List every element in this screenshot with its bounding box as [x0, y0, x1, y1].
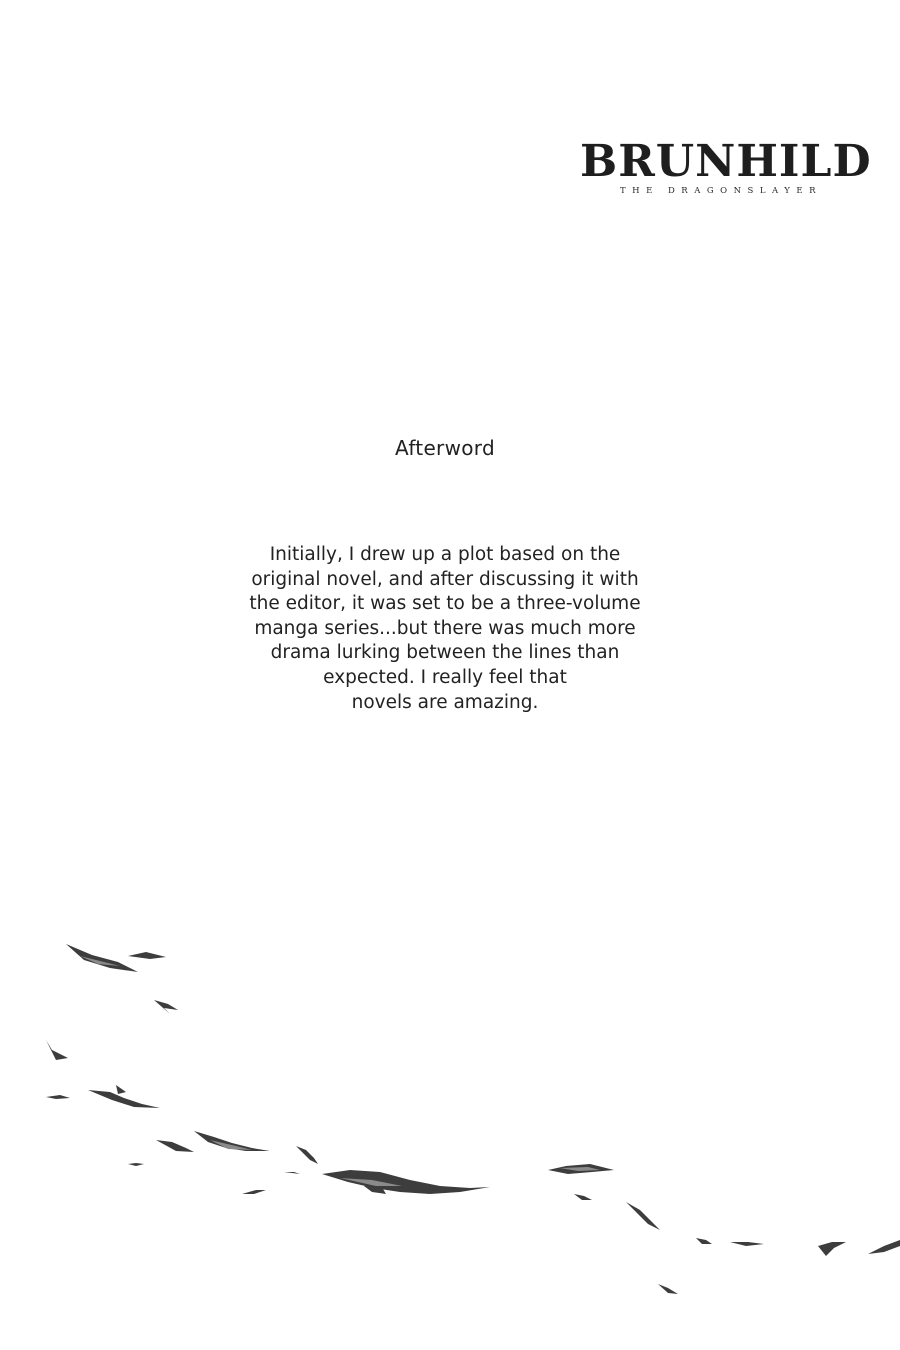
page-title: Afterword — [395, 436, 495, 460]
debris-shard — [128, 952, 166, 959]
body-line: the editor, it was set to be a three-volume — [249, 593, 641, 615]
debris-shard — [66, 944, 138, 972]
debris-shard — [322, 1170, 490, 1194]
logo-title: BRUNHILD — [580, 136, 872, 187]
afterword-body — [200, 543, 690, 715]
body-line: novels are amazing. — [351, 691, 539, 713]
debris-shard — [818, 1242, 846, 1256]
debris-shard — [154, 1000, 178, 1014]
debris-shadow — [210, 1140, 252, 1150]
logo-subtitle: THE DRAGONSLAYER — [619, 186, 822, 196]
floating-debris-illustration — [0, 920, 900, 1320]
debris-shard — [242, 1190, 266, 1194]
body-line: Initially, I drew up a plot based on the — [269, 544, 621, 565]
debris-shard — [626, 1202, 660, 1230]
debris-shard — [284, 1172, 300, 1174]
debris-shard — [128, 1163, 144, 1166]
debris-shard — [46, 1095, 70, 1099]
debris-shard — [116, 1085, 126, 1094]
brunhild-logo — [580, 136, 872, 200]
debris-shard — [156, 1140, 194, 1152]
debris-shard — [696, 1238, 712, 1244]
body-line: drama lurking between the lines than — [270, 642, 620, 664]
debris-shard — [88, 1090, 160, 1108]
debris-shard — [868, 1240, 900, 1254]
debris-shard — [296, 1146, 318, 1164]
debris-shard — [658, 1284, 678, 1294]
debris-shard — [730, 1242, 764, 1246]
debris-shard — [574, 1194, 592, 1200]
body-line: manga series...but there was much more — [254, 617, 636, 639]
body-line: expected. I really feel that — [323, 666, 567, 688]
body-line: original novel, and after discussing it with — [251, 568, 639, 590]
debris-shard — [46, 1040, 68, 1060]
